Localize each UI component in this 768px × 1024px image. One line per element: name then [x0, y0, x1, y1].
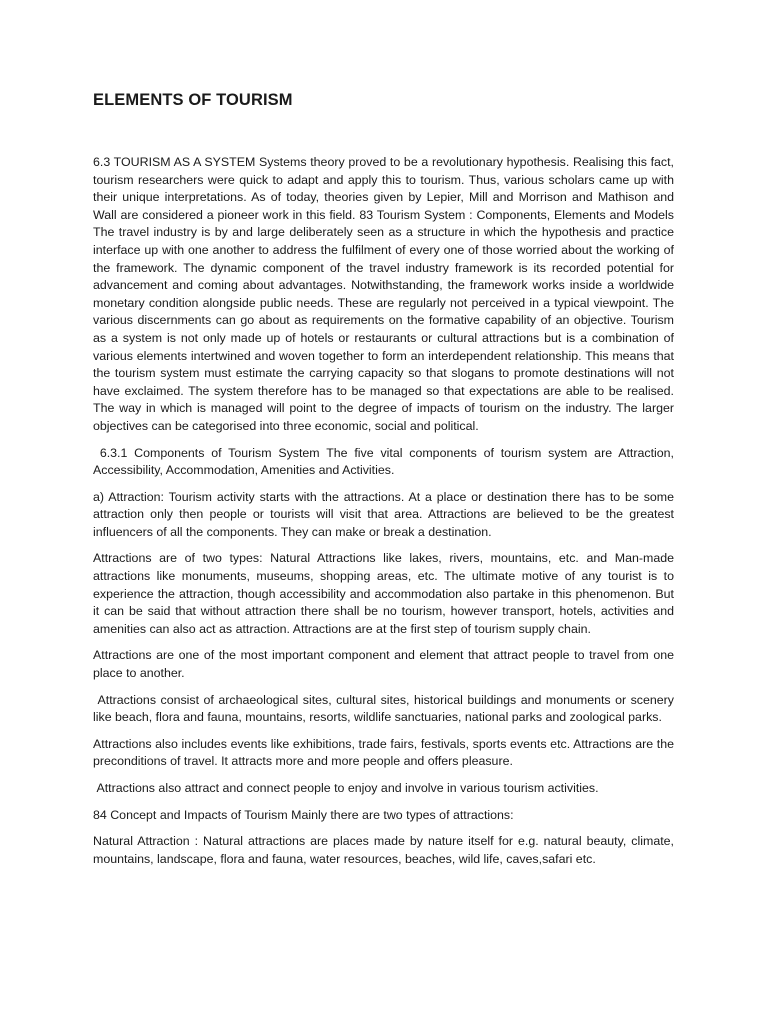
document-title: ELEMENTS OF TOURISM [93, 91, 293, 109]
paragraph-attraction-events: Attractions also includes events like exhibitions, trade fairs, festivals, sports events etc. Attractions are the preconditions of travel. It attracts more and more people and offers pleasure. [93, 736, 678, 769]
paragraph-natural-attraction: Natural Attraction : Natural attractions are places made by nature itself for e.g. natural beauty, climate, mountains, landscape, flora and fauna, water resources, beaches, wild life, caves,safari etc. [93, 834, 678, 866]
paragraph-attraction-importance: Attractions are one of the most important component and element that attract people to travel from one place to another. [93, 648, 678, 681]
paragraph-tourism-as-system: 6.3 TOURISM AS A SYSTEM Systems theory proved to be a revolutionary hypothesis. Realising this fact, tourism researchers were quick to adapt and apply this to tourism. Thus, various scholars came up with their unique interpretations. As of today, theories given by Lepier, Mill and Morrison and Mathison and Wall are considered a pioneer work in this field. 83 Tourism System : Components, Elements and Models The travel industry is by and large deliberately seen as a structure in which the hypothesis and practice interface up with one another to address the fulfilment of every one of those worried about the working of the framework. The dynamic component of the travel industry framework is its recorded potential for advancement and coming about advantages. Notwithstanding, the framework works inside a worldwide monetary condition alongside public needs. These are regularly not perceived in a typical viewpoint. The various discernments can go about as requirements on the formative capability of an objective. Tourism as a system is not only made up of hotels or restaurants or cultural attractions but is a combination of various elements intertwined and woven together to form an interdependent relationship. This means that the tourism system must estimate the carrying capacity so that slogans to promote destinations will not have exclaimed. The system therefore has to be managed so that expectations are able to be realised. The way in which is managed will point to the degree of impacts of tourism on the industry. The larger objectives can be categorised into three economic, social and political. [93, 155, 678, 433]
paragraph-attraction-types: Attractions are of two types: Natural Attractions like lakes, rivers, mountains, etc. and Man-made attractions like monuments, museums, shopping areas, etc. The ultimate motive of any tourist is to experience the attraction, though accessibility and accommodation also partake in this phenomenon. But it can be said that without attraction there shall be no tourism, however transport, hotels, activities and amenities can also act as attraction. Attractions are at the first step of tourism supply chain. [93, 551, 678, 636]
paragraph-attraction-intro: a) Attraction: Tourism activity starts with the attractions. At a place or destination there has to be some attraction only then people or tourists will visit that area. Attractions are believed to be the greatest influencers of all the components. They can make or break a destination. [93, 489, 678, 539]
paragraph-attraction-connect: Attractions also attract and connect people to enjoy and involve in various tourism activities. [93, 781, 599, 795]
paragraph-components-of-system: 6.3.1 Components of Tourism System The five vital components of tourism system are Attraction, Accessibility, Accommodation, Amenities and Activities. [93, 445, 677, 478]
paragraph-types-of-attractions: 84 Concept and Impacts of Tourism Mainly there are two types of attractions: [93, 807, 514, 822]
paragraph-attraction-consist: Attractions consist of archaeological sites, cultural sites, historical buildings and monuments or scenery like beach, flora and fauna, mountains, resorts, wildlife sanctuaries, national parks and zoological parks. [93, 692, 678, 725]
